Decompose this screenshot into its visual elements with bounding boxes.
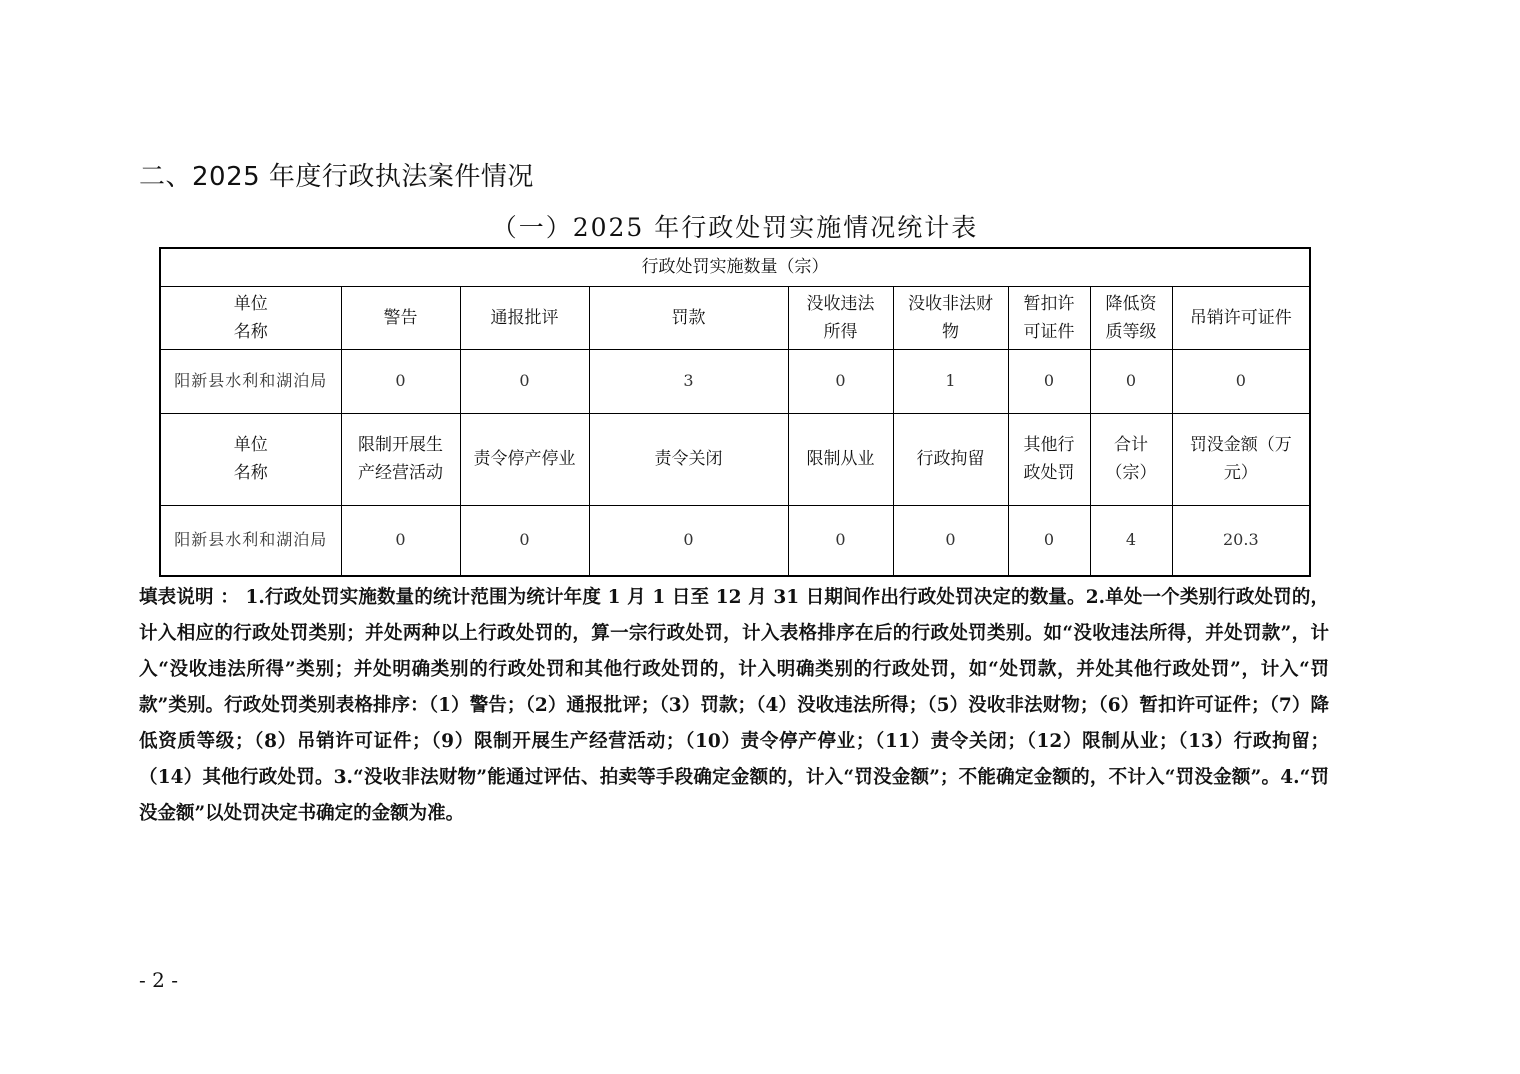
value-cell: 0 — [460, 505, 589, 576]
penalty-stats-table — [159, 247, 1311, 577]
header-cell: 警告 — [341, 286, 460, 349]
unit-name-cell: 阳新县水利和湖泊局 — [160, 349, 341, 413]
value-cell: 0 — [460, 349, 589, 413]
header-cell: 责令停产停业 — [460, 413, 589, 505]
header-cell: 暂扣许 可证件 — [1008, 286, 1090, 349]
value-cell: 0 — [1172, 349, 1310, 413]
header-cell: 罚没金额（万 元） — [1172, 413, 1310, 505]
table-notes: 填表说明 ： 1.行政处罚实施数量的统计范围为统计年度 1 月 1 日至 12 月 31 日期间作出行政处罚决定的数量。2.单处一个类别行政处罚的，计入相应的行政处罚类别；并处两种以上行政处罚的，算一宗行政处罚，计入表格排序在后的行政处罚类别。如“没收违法所得，并处罚款”，计入“没收违法所得”类别；并处明确类别的行政处罚和其他行政处罚的，计入明确类别的行政处罚，如“处罚款，并处其他行政处罚”，计入“罚款”类别。行政处罚类别表格排序：（1）警告；（2）通报批评；（3）罚款；（4）没收违法所得；（5）没收非法财物；（6）暂扣许可证件；（7）降低资质等级；（8）吊销许可证件；（9）限制开展生产经营活动；（10）责令停产停业；（11）责令关闭；（12）限制从业；（13）行政拘留；（14）其他行政处罚。3.“没收非法财物”能通过评估、拍卖等手段确定金额的，计入“罚没金额”；不能确定金额的，不计入“罚没金额”。4.“罚没金额”以处罚决定书确定的金额为准。 — [139, 587, 1329, 824]
section-title: 二、2025 年度行政执法案件情况 — [139, 162, 534, 192]
value-cell: 0 — [788, 349, 893, 413]
header-cell: 通报批评 — [460, 286, 589, 349]
header-cell: 吊销许可证件 — [1172, 286, 1310, 349]
header-cell: 没收违法 所得 — [788, 286, 893, 349]
value-cell: 1 — [893, 349, 1008, 413]
header-cell: 单位 名称 — [160, 286, 341, 349]
value-cell: 0 — [341, 505, 460, 576]
header-row-2 — [160, 413, 1310, 505]
value-cell: 0 — [1090, 349, 1172, 413]
header-cell: 合计 （宗） — [1090, 413, 1172, 505]
header-cell: 责令关闭 — [589, 413, 788, 505]
header-cell: 其他行 政处罚 — [1008, 413, 1090, 505]
unit-name-cell: 阳新县水利和湖泊局 — [160, 505, 341, 576]
value-cell: 3 — [589, 349, 788, 413]
value-cell: 0 — [1008, 505, 1090, 576]
value-cell: 0 — [1008, 349, 1090, 413]
header-cell: 限制从业 — [788, 413, 893, 505]
header-row-1 — [160, 286, 1310, 349]
header-cell: 单位 名称 — [160, 413, 341, 505]
header-cell: 限制开展生 产经营活动 — [341, 413, 460, 505]
table-title: （一）2025 年行政处罚实施情况统计表 — [491, 213, 979, 242]
page-number: - 2 - — [139, 968, 178, 992]
value-cell: 0 — [341, 349, 460, 413]
header-cell: 行政拘留 — [893, 413, 1008, 505]
header-cell: 没收非法财 物 — [893, 286, 1008, 349]
data-row-1 — [160, 349, 1310, 413]
value-cell: 20.3 — [1172, 505, 1310, 576]
table-banner: 行政处罚实施数量（宗） — [160, 248, 1310, 286]
value-cell: 0 — [589, 505, 788, 576]
value-cell: 0 — [893, 505, 1008, 576]
data-row-2 — [160, 505, 1310, 576]
value-cell: 0 — [788, 505, 893, 576]
value-cell: 4 — [1090, 505, 1172, 576]
header-cell: 降低资 质等级 — [1090, 286, 1172, 349]
header-cell: 罚款 — [589, 286, 788, 349]
